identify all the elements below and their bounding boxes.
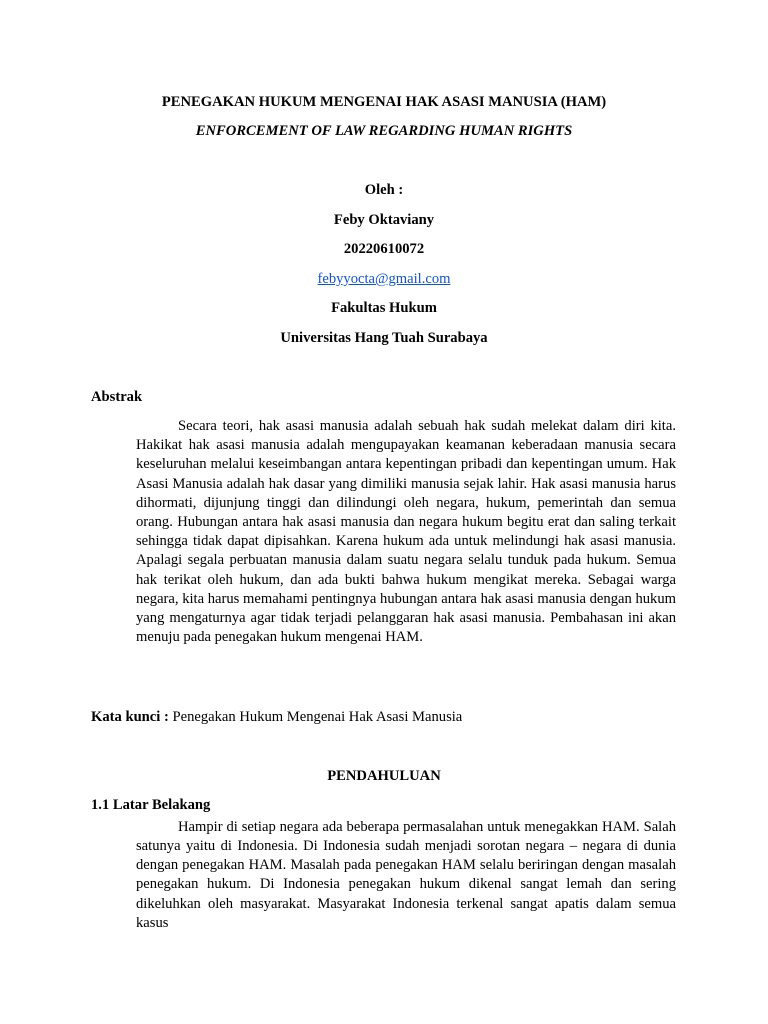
intro-text: satunya yaitu di Indonesia. Di Indonesia sudah menjadi sorotan negara – negara di dunia dengan penegakan HAM. Masalah pada penegakan HAM selalu beriringan dengan masalah penegakan hukum. Di Indonesia penegakan hukum dikenal sangat lemah dan sering dikeluhkan oleh masyarakat. Masyarakat Indonesia terkenal sangat apatis dalam semua kasus (136, 838, 676, 931)
subsection-heading-background: 1.1 Latar Belakang (91, 797, 211, 813)
section-heading-intro: PENDAHULUAN (327, 768, 441, 784)
abstract-heading: Abstrak (91, 389, 143, 405)
keywords-row (91, 709, 462, 726)
intro-first-line (136, 818, 676, 837)
author-faculty: Fakultas Hukum (331, 300, 437, 316)
author-id: 20220610072 (343, 241, 425, 257)
paper-title-english: ENFORCEMENT OF LAW REGARDING HUMAN RIGHTS (195, 123, 573, 139)
abstract-text: Secara teori, hak asasi manusia adalah sebuah hak sudah melekat dalam diri kita. Hakikat hak asasi manusia adalah mengupayakan keamanan keberadaan manusia secara keseluruhan melalui keseimbangan antara kepentingan pribadi dan kepentingan umum. Hak Asasi Manusia adalah hak dasar yang dimiliki manusia sejak lahir. Hak asasi manusia harus dihormati, dijunjung tinggi dan dilindungi oleh negara, hukum, pemerintah dan semua orang. Hubungan antara hak asasi manusia dan negara hukum begitu erat dan saling terkait sehingga tidak dapat dipisahkan. Karena hukum ada untuk melindungi hak asasi manusia. Apalagi segala perbuatan manusia dalam suatu negara selalu tunduk pada hukum. Semua hak terikat oleh hukum, dan ada bukti bahwa hukum mengikat mereka. Sebagai warga negara, kita harus memahami pentingnya hubungan antara hak asasi manusia dengan hukum yang mengaturnya agar tidak terjadi pelanggaran hak asasi manusia. Pembahasan ini akan menuju pada penegakan hukum mengenai HAM. (136, 418, 676, 646)
author-university: Universitas Hang Tuah Surabaya (280, 330, 488, 346)
author-by-label: Oleh : (364, 182, 404, 198)
intro-first-line-text: Hampir di setiap negara ada beberapa permasalahan untuk menegakkan HAM. Salah (178, 819, 676, 835)
paper-title: PENEGAKAN HUKUM MENGENAI HAK ASASI MANUSIA (HAM) (161, 94, 607, 110)
author-email-link[interactable]: febyyocta@gmail.com (317, 271, 451, 287)
keywords-value: Penegakan Hukum Mengenai Hak Asasi Manusia (168, 709, 463, 725)
author-email-row (0, 271, 768, 288)
keywords-label: Kata kunci : (91, 709, 169, 725)
author-name: Feby Oktaviany (333, 212, 435, 228)
